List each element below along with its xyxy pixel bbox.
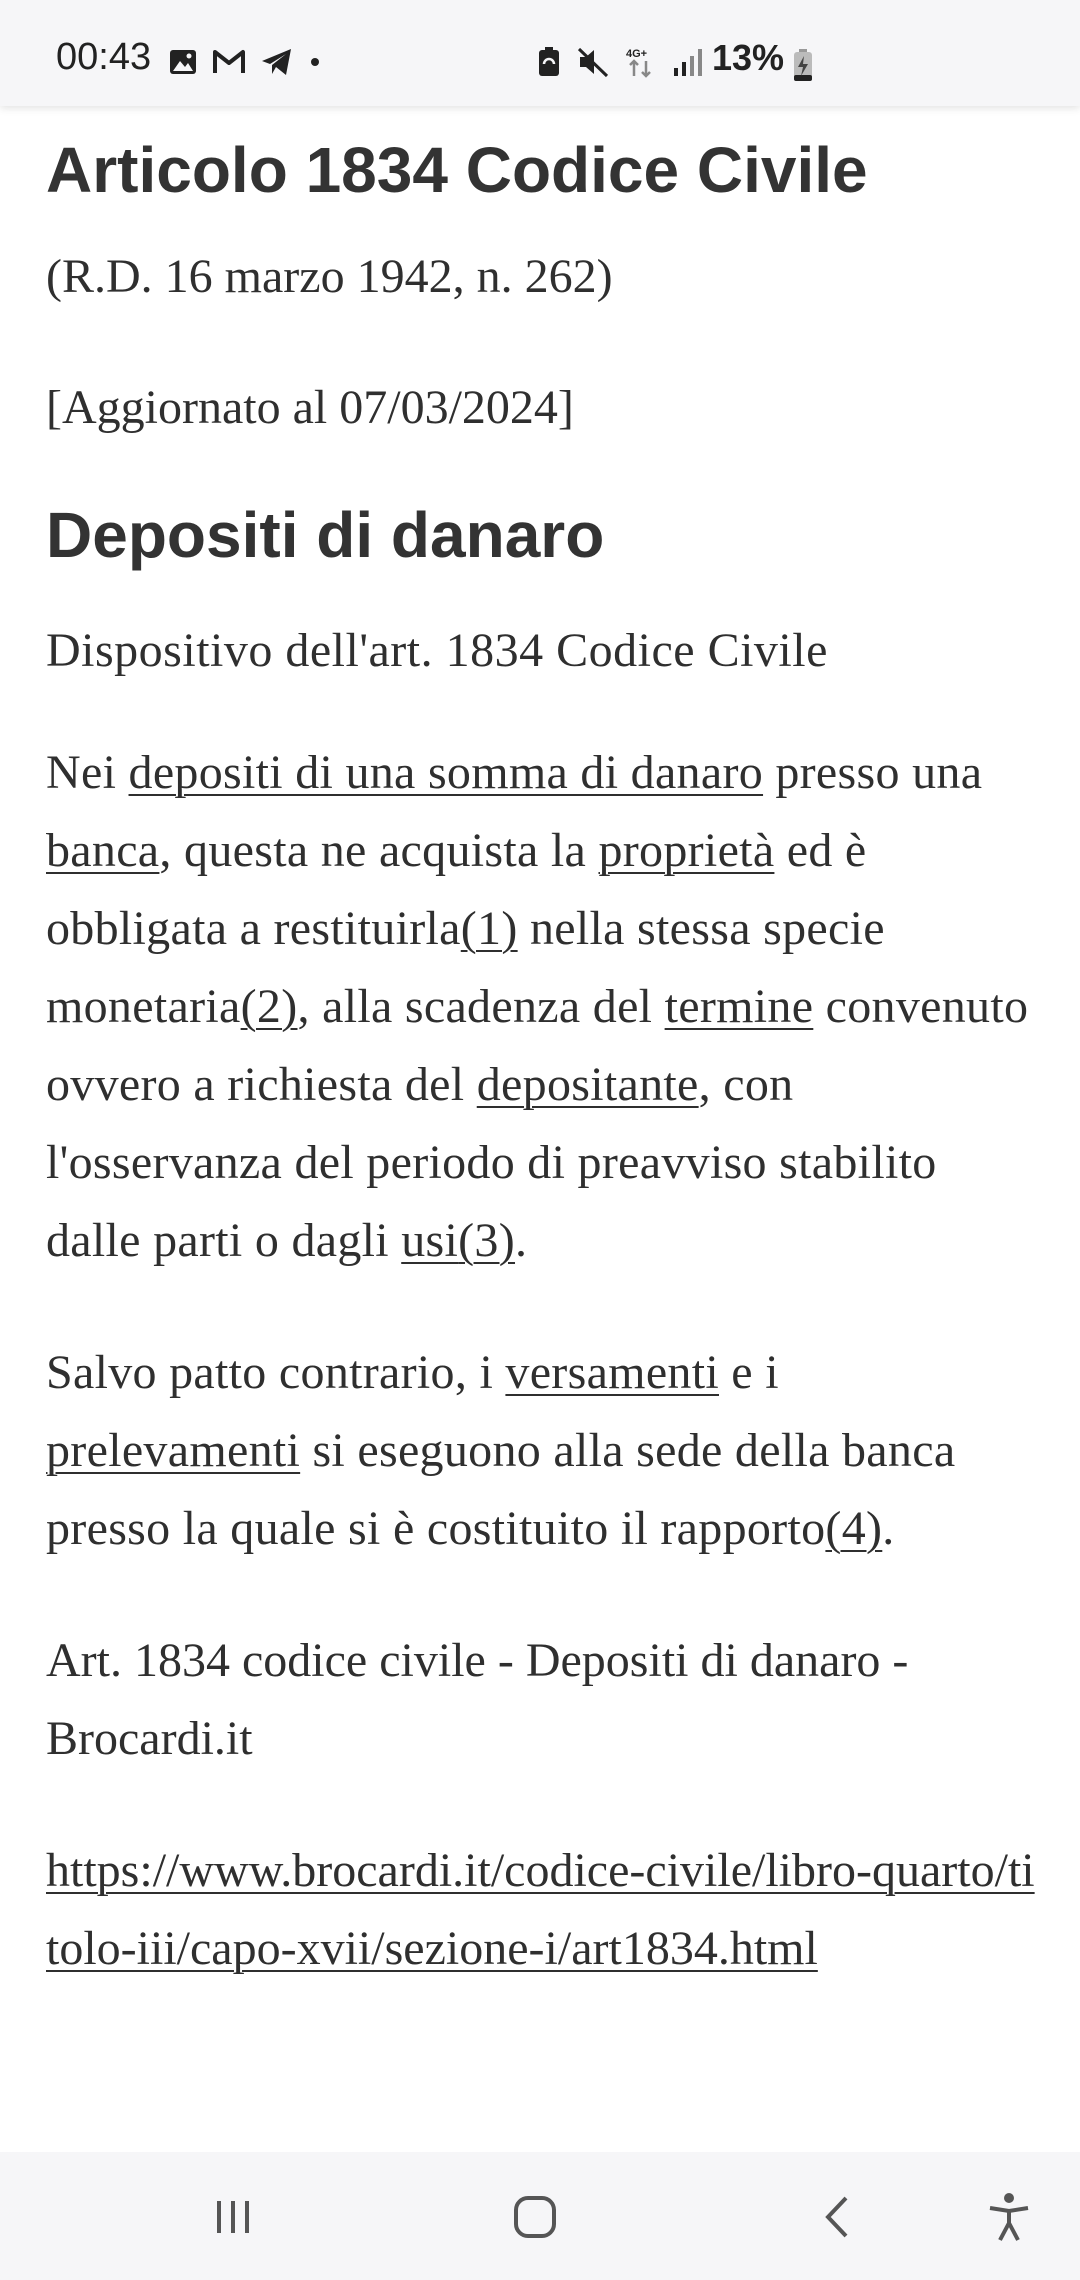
home-icon <box>512 2194 558 2240</box>
link-termine[interactable]: termine <box>664 979 814 1033</box>
footnote-link-2[interactable]: (2) <box>240 979 298 1033</box>
source-title: Art. 1834 codice civile - Depositi di danaro - Brocardi.it <box>46 1633 909 1765</box>
accessibility-icon <box>987 2192 1031 2242</box>
footnote-link-4[interactable]: (4) <box>825 1501 883 1555</box>
text-fragment: nella stessa specie monetaria <box>46 901 885 1033</box>
system-icons <box>536 44 704 80</box>
update-date: [Aggiornato al 07/03/2024] <box>46 381 574 435</box>
network-type-text: 4G+ <box>626 48 648 60</box>
source-url-link[interactable]: https://www.brocardi.it/codice-civile/libro-quarto/titolo-iii/capo-xvii/sezione-i/art1834.html <box>46 1843 1035 1975</box>
battery-saver-icon <box>536 46 562 78</box>
dispositivo-heading: Dispositivo dell'art. 1834 Codice Civile <box>46 624 828 678</box>
text-fragment: , alla scadenza del <box>297 979 665 1033</box>
status-time: 00:43 <box>56 36 152 78</box>
text-fragment: convenuto ovvero a richiesta del <box>46 979 1029 1111</box>
link-prelevamenti[interactable]: prelevamenti <box>46 1423 301 1477</box>
footnote-link-1[interactable]: (1) <box>460 901 518 955</box>
section-title: Depositi di danaro <box>46 498 605 571</box>
paragraph-1 <box>46 734 1036 1280</box>
mute-icon <box>576 46 610 78</box>
recent-apps-button[interactable] <box>198 2182 268 2252</box>
link-depositi[interactable]: depositi di una somma di danaro <box>128 745 764 799</box>
gmail-icon <box>212 48 246 76</box>
text-fragment: Salvo patto contrario, i <box>46 1345 506 1399</box>
signal-icon <box>672 46 704 78</box>
text-fragment: presso una <box>763 745 983 799</box>
battery-percentage: 13% <box>712 37 785 78</box>
link-proprieta[interactable]: proprietà <box>598 823 775 877</box>
notification-icons <box>168 44 322 80</box>
text-fragment: Nei <box>46 745 129 799</box>
text-fragment: , questa ne acquista la <box>159 823 599 877</box>
text-fragment: si eseguono alla sede della banca presso la quale si è costituito il rapporto <box>46 1423 956 1555</box>
link-banca[interactable]: banca <box>46 823 160 877</box>
status-bar <box>0 0 1080 106</box>
data-arrows-icon <box>624 45 658 79</box>
article-subtitle: (R.D. 16 marzo 1942, n. 262) <box>46 249 613 303</box>
source-link-container <box>46 1832 1036 1988</box>
back-icon <box>822 2194 852 2240</box>
article-title: Articolo 1834 Codice Civile <box>46 134 868 206</box>
text-fragment: . <box>882 1501 895 1555</box>
footnote-link-3[interactable]: (3) <box>458 1213 516 1267</box>
text-fragment: , con l'osservanza del periodo di preavviso stabilito dalle parti o dagli <box>46 1057 937 1267</box>
link-usi[interactable]: usi <box>401 1213 459 1267</box>
dot-icon <box>308 55 322 69</box>
article-content[interactable] <box>46 106 1036 2152</box>
recent-apps-icon <box>211 2197 255 2237</box>
link-depositante[interactable]: depositante <box>476 1057 699 1111</box>
text-fragment: . <box>515 1213 528 1267</box>
accessibility-button[interactable] <box>974 2182 1044 2252</box>
text-fragment: e i <box>719 1345 779 1399</box>
battery-charging-icon <box>792 48 814 82</box>
paragraph-2 <box>46 1334 1036 1568</box>
link-versamenti[interactable]: versamenti <box>505 1345 719 1399</box>
gallery-icon <box>168 47 198 77</box>
home-button[interactable] <box>500 2182 570 2252</box>
telegram-icon <box>260 47 294 77</box>
back-button[interactable] <box>802 2182 872 2252</box>
text-fragment: ed è obbligata a restituirla <box>46 823 867 955</box>
navigation-bar <box>0 2152 1080 2280</box>
